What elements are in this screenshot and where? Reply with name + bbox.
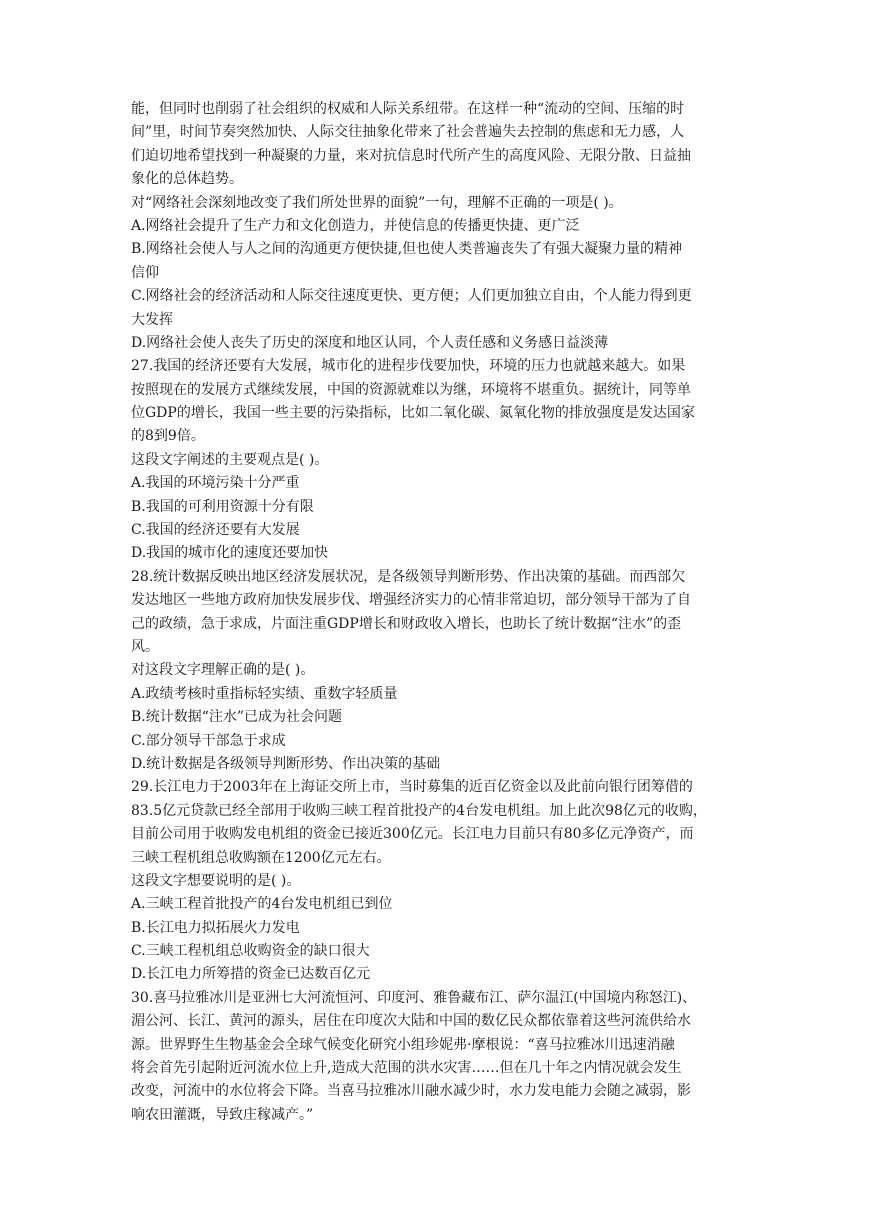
text-line: 将会首先引起附近河流水位上升,造成大范围的洪水灾害……但在几十年之内情况就会发生 <box>131 1060 682 1077</box>
text-line: 位GDP的增长，我国一些主要的污染指标，比如二氧化碳、氮氧化物的排放强度是发达国家 <box>131 405 695 422</box>
text-line: 29.长江电力于2003年在上海证交所上市，当时募集的近百亿资金以及此前向银行团筹借的 <box>131 779 693 796</box>
text-line: A.我国的环境污染十分严重 <box>131 475 300 492</box>
text-line: D.长江电力所筹措的资金已达数百亿元 <box>131 966 371 983</box>
text-line: B.网络社会使人与人之间的沟通更方便快捷,但也使人类普遍丧失了有强大凝聚力量的精神 <box>131 241 683 258</box>
text-line: 对这段文字理解正确的是( )。 <box>131 662 315 679</box>
text-line: 这段文字阐述的主要观点是( )。 <box>131 451 329 468</box>
text-line: 28.统计数据反映出地区经济发展状况，是各级领导判断形势、作出决策的基础。而西部欠 <box>131 568 686 585</box>
text-line: C.网络社会的经济活动和人际交往速度更快、更方便；人们更加独立自由，个人能力得到更 <box>131 288 692 305</box>
text-line: 30.喜马拉雅冰川是亚洲七大河流恒河、印度河、雅鲁藏布江、萨尔温江(中国境内称怒江)、 <box>131 989 697 1006</box>
text-line: 目前公司用于收购发电机组的资金已接近300亿元。长江电力目前只有80多亿元净资产，而 <box>131 826 694 843</box>
text-line: D.我国的城市化的速度还要加快 <box>131 545 329 562</box>
text-line: 这段文字想要说明的是( )。 <box>131 872 301 889</box>
text-line: 的8到9倍。 <box>131 428 205 445</box>
text-line: 三峡工程机组总收购额在1200亿元左右。 <box>131 849 391 866</box>
text-line: D.统计数据是各级领导判断形势、作出决策的基础 <box>131 755 441 772</box>
text-line: 对“网络社会深刻地改变了我们所处世界的面貌”一句，理解不正确的一项是( )。 <box>131 194 623 211</box>
text-line: 按照现在的发展方式继续发展，中国的资源就难以为继，环境将不堪重负。据统计，同等单 <box>131 381 691 398</box>
text-line: 间”里，时间节奏突然加快、人际交往抽象化带来了社会普遍失去控制的焦虑和无力感，人 <box>131 124 685 141</box>
text-line: A.三峡工程首批投产的4台发电机组已到位 <box>131 896 393 913</box>
text-line: 27.我国的经济还要有大发展，城市化的进程步伐要加快，环境的压力也就越来越大。如果 <box>131 358 686 375</box>
document-body <box>131 98 731 1127</box>
text-line: A.政绩考核时重指标轻实绩、重数字轻质量 <box>131 685 398 702</box>
text-line: 能，但同时也削弱了社会组织的权威和人际关系纽带。在这样一种“流动的空间、压缩的时 <box>131 101 685 117</box>
text-line: 83.5亿元贷款已经全部用于收购三峡工程首批投产的4台发电机组。加上此次98亿元的收购， <box>131 802 707 819</box>
text-line: 响农田灌溉，导致庄稼减产。” <box>131 1106 314 1123</box>
text-line: C.三峡工程机组总收购资金的缺口很大 <box>131 943 370 960</box>
text-line: 风。 <box>131 638 159 655</box>
text-line: 象化的总体趋势。 <box>131 171 243 188</box>
text-line: 发达地区一些地方政府加快发展步伐、增强经济实力的心情非常迫切，部分领导干部为了自 <box>131 592 691 609</box>
text-line: A.网络社会提升了生产力和文化创造力，并使信息的传播更快捷、更广泛 <box>131 217 580 234</box>
text-line: C.部分领导干部急于求成 <box>131 732 286 749</box>
text-line: 源。世界野生生物基金会全球气候变化研究小组珍妮弗·摩根说：“喜马拉雅冰川迅速消融 <box>131 1036 675 1053</box>
text-line: B.我国的可利用资源十分有限 <box>131 498 314 515</box>
text-line: 湄公河、长江、黄河的源头，居住在印度次大陆和中国的数亿民众都依靠着这些河流供给水 <box>131 1013 691 1030</box>
text-line: D.网络社会使人丧失了历史的深度和地区认同，个人责任感和义务感日益淡薄 <box>131 334 609 351</box>
text-line: 己的政绩，急于求成，片面注重GDP增长和财政收入增长，也助长了统计数据“注水”的歪 <box>131 615 682 632</box>
text-line: 大发挥 <box>131 311 173 328</box>
text-line: 们迫切地希望找到一种凝聚的力量，来对抗信息时代所产生的高度风险、无限分散、日益抽 <box>131 147 691 164</box>
text-line: B.统计数据“注水”已成为社会问题 <box>131 709 343 726</box>
text-line: C.我国的经济还要有大发展 <box>131 522 300 539</box>
text-line: 改变，河流中的水位将会下降。当喜马拉雅冰川融水减少时，水力发电能力会随之减弱，影 <box>131 1083 691 1100</box>
text-line: 信仰 <box>131 264 159 281</box>
text-line: B.长江电力拟拓展火力发电 <box>131 919 300 936</box>
